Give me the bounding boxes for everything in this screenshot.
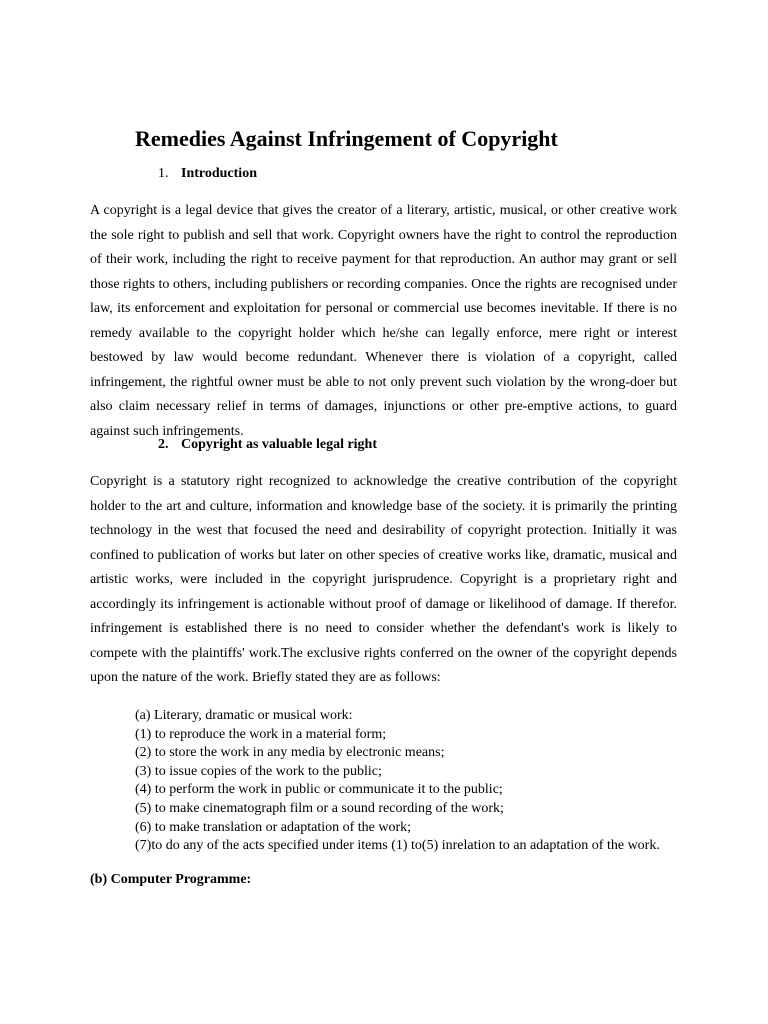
list-item: (7)to do any of the acts specified under items (1) to(5) inrelation to an adaptation of the work. [135, 838, 660, 854]
list-item: (2) to store the work in any media by electronic means; [135, 745, 445, 761]
computer-programme-subheading: (b) Computer Programme: [90, 872, 252, 887]
list-item: (3) to issue copies of the work to the public; [135, 763, 382, 779]
exclusive-rights-list [135, 707, 660, 856]
section-number: 2. [158, 437, 169, 452]
section-heading-introduction [158, 164, 257, 184]
legal-right-paragraph: Copyright is a statutory right recognized to acknowledge the creative contribution of the copyright holder to the art and culture, information and knowledge base of the society. it is primarily the printing technology in the west that focused the need and desirability of copyright protection. Initially it was confined to publication of works but later on other species of creative works like, dramatic, musical and artistic works, were included in the copyright jurisprudence. Copyright is a proprietary right and accordingly its infringement is actionable without proof of damage or likelihood of damage. If therefor. infringement is established there is no need to consider whether the defendant's work is likely to compete with the plaintiffs' work.The exclusive rights conferred on the owner of the copyright depends upon the nature of the work. Briefly stated they are as follows: [90, 474, 677, 685]
list-item: (a) Literary, dramatic or musical work: [135, 708, 353, 723]
list-item: (5) to make cinematograph film or a sound recording of the work; [135, 800, 504, 816]
section-heading-text: Copyright as valuable legal right [181, 437, 378, 452]
list-item: (1) to reproduce the work in a material form; [135, 726, 387, 742]
document-title: Remedies Against Infringement of Copyright [135, 126, 558, 151]
introduction-paragraph: A copyright is a legal device that gives the creator of a literary, artistic, musical, or other creative work the sole right to publish and sell that work. Copyright owners have the right to control the reproduction of their work, including the right to receive payment for that reproduction. An author may grant or sell those rights to others, including publishers or recording companies. Once the rights are recognised under law, its enforcement and exploitation for personal or commercial use becomes inevitable. If there is no remedy available to the copyright holder which he/she can legally enforce, mere right or interest bestowed by law would become redundant. Whenever there is violation of a copyright, called infringement, the rightful owner must be able to not only prevent such violation by the wrong-doer but also claim necessary relief in terms of damages, injunctions or other pre-emptive actions, to guard against such infringements. [90, 203, 677, 439]
section-heading-text: Introduction [181, 166, 257, 181]
list-item: (6) to make translation or adaptation of the work; [135, 819, 412, 835]
list-item: (4) to perform the work in public or communicate it to the public; [135, 782, 503, 798]
section-heading-legal-right [158, 435, 377, 455]
section-number: 1. [158, 166, 169, 181]
